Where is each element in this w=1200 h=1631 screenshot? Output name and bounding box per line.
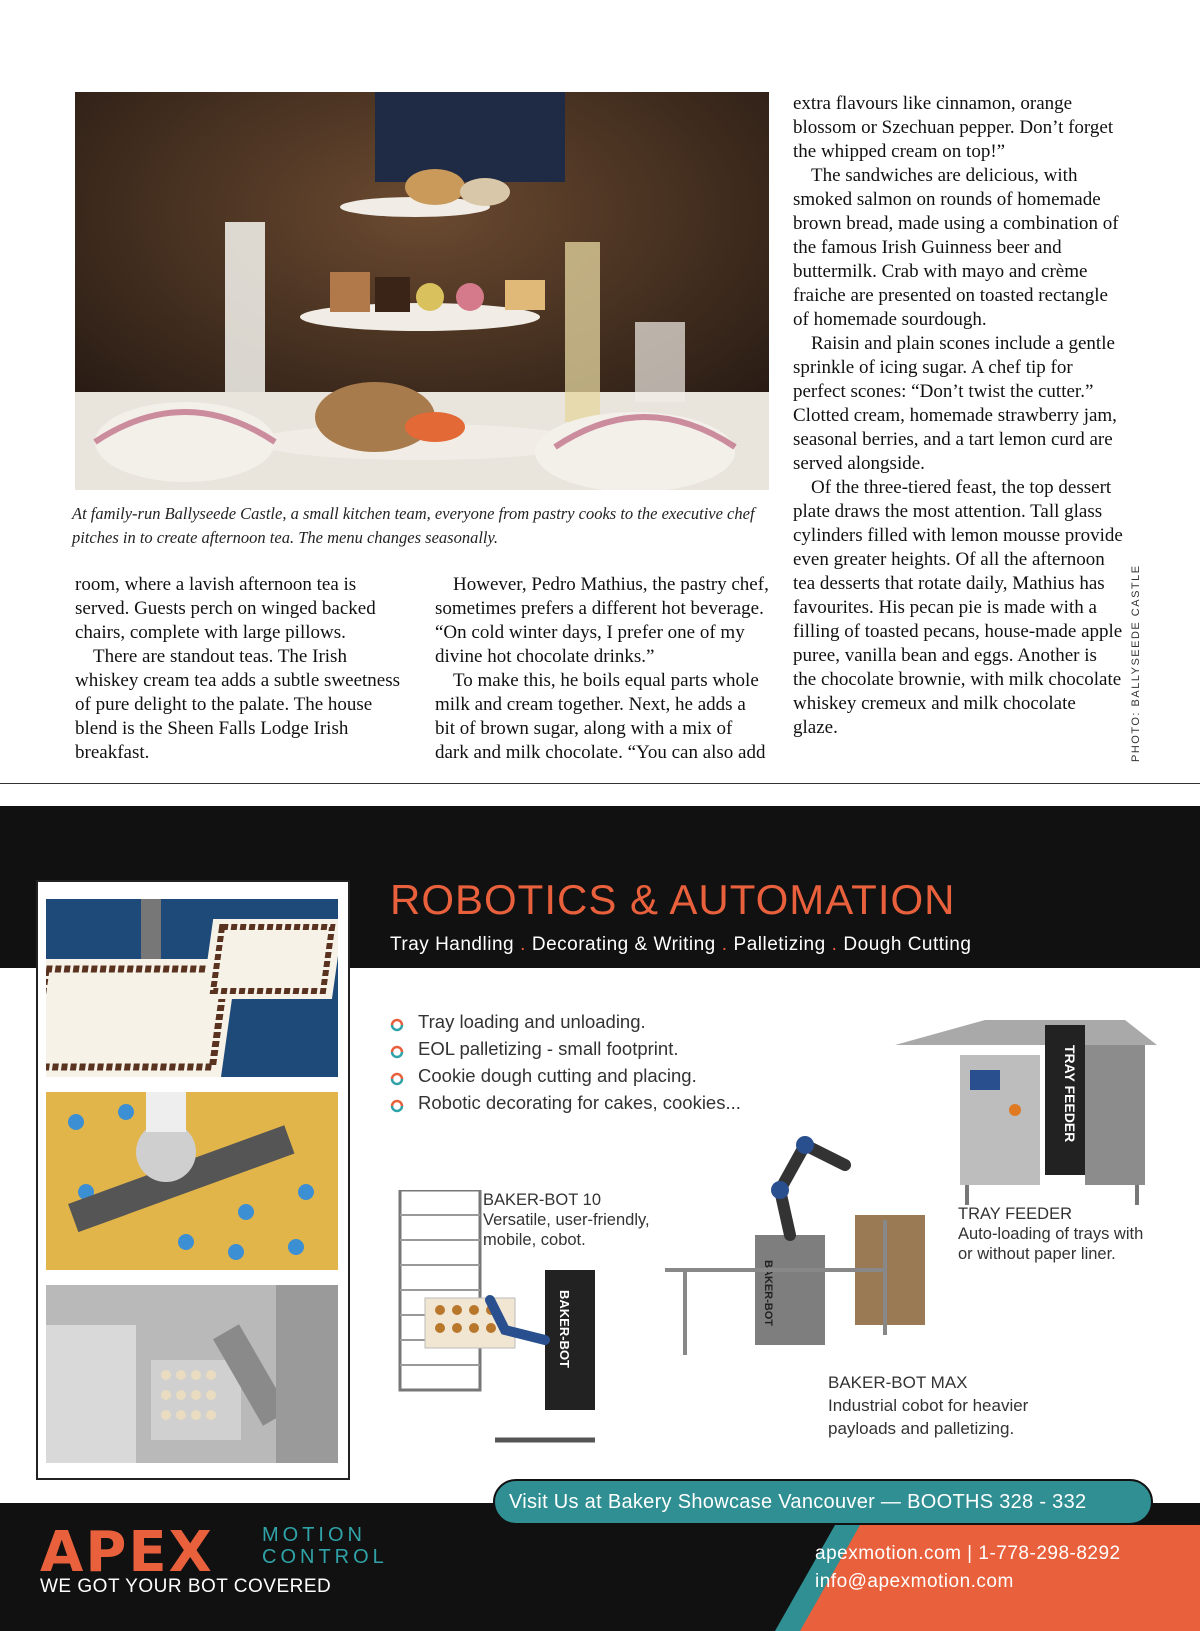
paragraph: Of the three-tiered feast, the top dessert plate draws the most attention. Tall glass cylinders filled with lemon mousse provide even greater heights. Of all the afternoon tea desserts that rotate daily, Mathius has favourites. His pecan pie is made with a filling of toasted pecans, house-made apple puree, vanilla bean and eggs. Another is the chocolate brownie, with milk chocolate whiskey cremeux and milk chocolate glaze. [793, 477, 1123, 738]
website-phone: apexmotion.com | 1-778-298-8292 [815, 1543, 1121, 1564]
photo-caption: At family-run Ballyseede Castle, a small kitchen team, everyone from pastry cooks to the executive chef pitches in to create afternoon tea. The menu changes seasonally. [72, 504, 755, 547]
feature-item: Cookie dough cutting and placing. [390, 1062, 741, 1089]
ad-title: ROBOTICS & AUTOMATION [390, 876, 956, 923]
baker-bot-max-machine-label: BAKER-BOT [762, 1260, 774, 1326]
subtitle-item: Dough Cutting [843, 934, 972, 955]
email: info@apexmotion.com [815, 1571, 1014, 1592]
cake-decorating-photo [46, 899, 338, 1077]
subtitle-item: Tray Handling [390, 934, 515, 955]
contact-info [815, 1540, 1121, 1596]
paragraph: room, where a lavish afternoon tea is served. Guests perch on winged backed chairs, complete with large pillows. [75, 574, 376, 643]
divider [0, 783, 1200, 784]
afternoon-tea-photo [75, 92, 769, 490]
tray-feeder-machine-label: TRAY FEEDER [1062, 1045, 1078, 1143]
feature-item: EOL palletizing - small footprint. [390, 1035, 741, 1062]
baker-bot-10-label: BAKER-BOT 10 Versatile, user-friendly, mobile, cobot. [483, 1191, 650, 1249]
baker-bot-max-image [655, 1120, 930, 1365]
tray-feeder-label: TRAY FEEDER Auto-loading of trays with or without paper liner. [958, 1205, 1144, 1263]
cycle-arrows-icon [390, 1069, 404, 1083]
paragraph: The sandwiches are delicious, with smoked salmon on rounds of homemade brown bread, made using a combination of the famous Irish Guinness beer and buttermilk. Crab with mayo and crème fraiche are presented on toasted rectangle of homemade sourdough. [793, 165, 1119, 330]
logo-subtext: MOTION CONTROL [262, 1524, 388, 1568]
cycle-arrows-icon [390, 1042, 404, 1056]
cycle-arrows-icon [390, 1015, 404, 1029]
feature-list [390, 1008, 741, 1116]
article-column-3 [793, 92, 1123, 740]
photo-credit: PHOTO: BALLYSEEDE CASTLE [1130, 564, 1142, 762]
cycle-arrows-icon [390, 1096, 404, 1110]
baker-bot-10-machine-label: BAKER-BOT [557, 1290, 572, 1368]
subtitle-item: Decorating & Writing [531, 934, 716, 955]
paragraph: There are standout teas. The Irish whiskey cream tea adds a subtle sweetness of pure delight to the palate. The house blend is the Sheen Falls Lodge Irish breakfast. [75, 646, 401, 763]
booth-banner: Visit Us at Bakery Showcase Vancouver — BOOTHS 328 - 332 [493, 1479, 1153, 1525]
paragraph: However, Pedro Mathius, the pastry chef, sometimes prefers a different hot beverage. “On cold winter days, I prefer one of my divine hot chocolate drinks.” [435, 574, 769, 667]
tray-feeder-machine-image [895, 1005, 1157, 1205]
feature-item: Robotic decorating for cakes, cookies... [390, 1089, 741, 1116]
cookie-cutting-photo [46, 1092, 338, 1270]
paragraph: To make this, he boils equal parts whole milk and cream together. Next, he adds a bit of brown sugar, along with a mix of dark and milk chocolate. “You can also add [435, 670, 766, 763]
slogan: WE GOT YOUR BOT COVERED [40, 1576, 332, 1597]
robot-dough-photo [46, 1285, 338, 1463]
paragraph: extra flavours like cinnamon, orange blossom or Szechuan pepper. Don’t forget the whipped cream on top!” [793, 93, 1114, 162]
subtitle-item: Palletizing [733, 934, 826, 955]
baker-bot-max-label: BAKER-BOT MAX Industrial cobot for heavier payloads and palletizing. [828, 1373, 1029, 1438]
feature-item: Tray loading and unloading. [390, 1008, 741, 1035]
apex-logo: APEX [40, 1520, 214, 1585]
article-column-1 [75, 573, 405, 765]
ad-subtitle: Tray Handling . Decorating & Writing . Palletizing . Dough Cutting [390, 934, 972, 955]
paragraph: Raisin and plain scones include a gentle sprinkle of icing sugar. A chef tip for perfect scones: “Don’t twist the cutter.” Clotted cream, homemade strawberry jam, seasonal berries, and a tart lemon curd are served alongside. [793, 333, 1117, 474]
article-column-2 [435, 573, 770, 765]
